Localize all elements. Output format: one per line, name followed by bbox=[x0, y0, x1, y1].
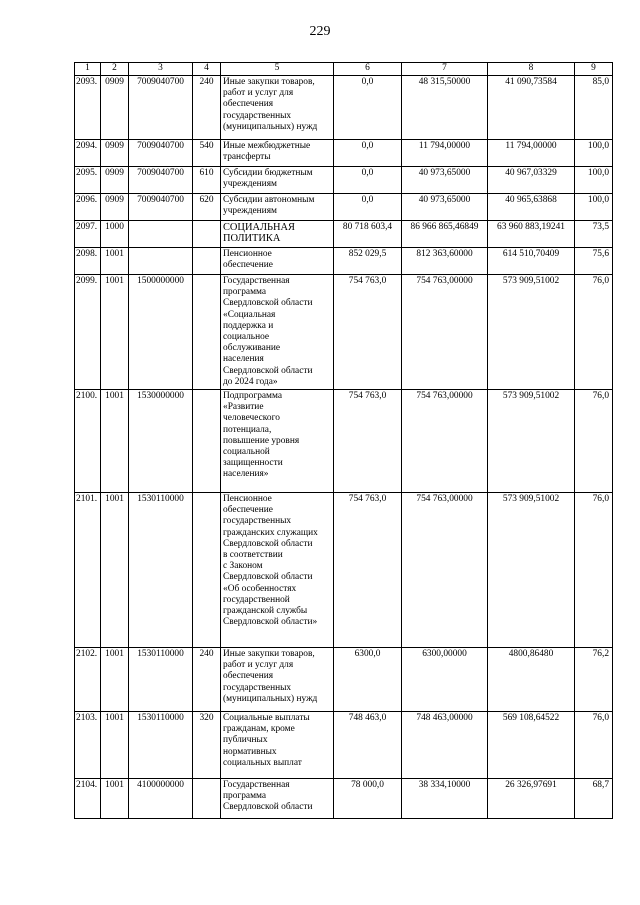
approved-amount: 852 029,5 bbox=[334, 248, 402, 275]
execution-percent: 76,0 bbox=[575, 712, 613, 779]
description-line: Государственная bbox=[223, 276, 290, 286]
description-line: СОЦИАЛЬНАЯ bbox=[223, 222, 295, 233]
executed-amount: 26 326,97691 bbox=[488, 779, 575, 819]
section-code: 0909 bbox=[101, 76, 129, 140]
target-article-code bbox=[129, 248, 193, 275]
expense-type-code bbox=[193, 390, 221, 493]
description-line: (муниципальных) нужд bbox=[223, 693, 318, 704]
section-code: 1001 bbox=[101, 712, 129, 779]
row-number: 2103. bbox=[75, 712, 101, 779]
revised-amount: 40 973,65000 bbox=[402, 167, 488, 194]
row-number: 2098. bbox=[75, 248, 101, 275]
description-line: социальной bbox=[223, 447, 270, 458]
approved-amount: 78 000,0 bbox=[334, 779, 402, 819]
description-line: Свердловской области bbox=[223, 298, 313, 309]
item-description bbox=[221, 194, 334, 221]
item-description bbox=[221, 76, 334, 140]
description-line: публичных bbox=[223, 735, 268, 746]
section-code: 0909 bbox=[101, 140, 129, 167]
description-line: социальных выплат bbox=[223, 757, 302, 768]
description-line: программа bbox=[223, 287, 267, 298]
executed-amount: 41 090,73584 bbox=[488, 76, 575, 140]
section-code: 1001 bbox=[101, 493, 129, 648]
table-row bbox=[75, 779, 613, 819]
description-line: потенциала, bbox=[223, 424, 272, 435]
execution-percent: 76,0 bbox=[575, 493, 613, 648]
description-line: Свердловской области bbox=[223, 538, 313, 549]
item-description bbox=[221, 712, 334, 779]
table-row bbox=[75, 248, 613, 275]
column-header: 5 bbox=[221, 63, 334, 76]
executed-amount: 614 510,70409 bbox=[488, 248, 575, 275]
expense-type-code bbox=[193, 275, 221, 390]
section-code: 0909 bbox=[101, 167, 129, 194]
description-line: гражданам, кроме bbox=[223, 724, 295, 735]
executed-amount: 40 965,63868 bbox=[488, 194, 575, 221]
description-line: человеческого bbox=[223, 413, 280, 424]
row-number: 2104. bbox=[75, 779, 101, 819]
description-line: учреждениям bbox=[223, 179, 277, 190]
column-header: 8 bbox=[488, 63, 575, 76]
column-header: 7 bbox=[402, 63, 488, 76]
description-line: до 2024 года» bbox=[223, 376, 278, 387]
target-article-code: 1530000000 bbox=[129, 390, 193, 493]
revised-amount: 754 763,00000 bbox=[402, 390, 488, 493]
column-header: 6 bbox=[334, 63, 402, 76]
executed-amount: 573 909,51002 bbox=[488, 390, 575, 493]
table-row bbox=[75, 493, 613, 648]
description-line: обслуживание bbox=[223, 343, 281, 354]
description-line: «Социальная bbox=[223, 309, 276, 320]
target-article-code bbox=[129, 221, 193, 248]
description-line: защищенности bbox=[223, 458, 283, 469]
description-line: Иные закупки товаров, bbox=[223, 649, 315, 660]
description-line: «Развитие bbox=[223, 402, 264, 413]
row-number: 2096. bbox=[75, 194, 101, 221]
target-article-code: 7009040700 bbox=[129, 167, 193, 194]
row-number: 2095. bbox=[75, 167, 101, 194]
description-line: программа bbox=[223, 791, 267, 802]
description-line: (муниципальных) нужд bbox=[223, 121, 318, 132]
description-line: государственных bbox=[223, 682, 292, 693]
executed-amount: 573 909,51002 bbox=[488, 493, 575, 648]
description-line: Субсидии бюджетным bbox=[223, 168, 313, 178]
column-header: 4 bbox=[193, 63, 221, 76]
row-number: 2094. bbox=[75, 140, 101, 167]
expense-type-code: 540 bbox=[193, 140, 221, 167]
revised-amount: 754 763,00000 bbox=[402, 275, 488, 390]
description-line: Иные закупки товаров, bbox=[223, 77, 315, 87]
executed-amount: 569 108,64522 bbox=[488, 712, 575, 779]
revised-amount: 48 315,50000 bbox=[402, 76, 488, 140]
approved-amount: 754 763,0 bbox=[334, 390, 402, 493]
table-header bbox=[75, 63, 613, 76]
description-line: с Законом bbox=[223, 561, 263, 572]
expense-type-code: 620 bbox=[193, 194, 221, 221]
expense-type-code bbox=[193, 493, 221, 648]
expense-type-code bbox=[193, 221, 221, 248]
approved-amount: 80 718 603,4 bbox=[334, 221, 402, 248]
approved-amount: 0,0 bbox=[334, 140, 402, 167]
description-line: Свердловской области bbox=[223, 572, 313, 583]
description-line: работ и услуг для bbox=[223, 660, 294, 671]
expense-type-code bbox=[193, 779, 221, 819]
description-line: Свердловской области bbox=[223, 802, 313, 813]
item-description bbox=[221, 648, 334, 712]
description-line: нормативных bbox=[223, 746, 277, 757]
description-line: Свердловской области» bbox=[223, 617, 318, 628]
row-number: 2102. bbox=[75, 648, 101, 712]
description-line: государственных bbox=[223, 110, 292, 121]
description-line: поддержка и bbox=[223, 320, 274, 331]
revised-amount: 11 794,00000 bbox=[402, 140, 488, 167]
description-line: обеспечения bbox=[223, 99, 274, 110]
section-code: 1001 bbox=[101, 248, 129, 275]
execution-percent: 100,0 bbox=[575, 167, 613, 194]
expense-type-code: 240 bbox=[193, 76, 221, 140]
executed-amount: 40 967,03329 bbox=[488, 167, 575, 194]
description-line: Подпрограмма bbox=[223, 391, 283, 402]
approved-amount: 754 763,0 bbox=[334, 275, 402, 390]
table-row bbox=[75, 712, 613, 779]
description-line: обеспечение bbox=[223, 260, 273, 271]
execution-percent: 100,0 bbox=[575, 140, 613, 167]
description-line: Государственная bbox=[223, 780, 290, 791]
description-line: Иные межбюджетные bbox=[223, 141, 311, 151]
target-article-code: 1530110000 bbox=[129, 712, 193, 779]
column-header: 1 bbox=[75, 63, 101, 76]
execution-percent: 85,0 bbox=[575, 76, 613, 140]
description-line: ПОЛИТИКА bbox=[223, 233, 281, 245]
row-number: 2097. bbox=[75, 221, 101, 248]
description-line: гражданских служащих bbox=[223, 527, 318, 538]
description-line: населения» bbox=[223, 469, 269, 480]
header-row bbox=[75, 63, 613, 76]
expense-type-code: 320 bbox=[193, 712, 221, 779]
revised-amount: 812 363,60000 bbox=[402, 248, 488, 275]
table-row bbox=[75, 140, 613, 167]
description-line: работ и услуг для bbox=[223, 88, 294, 99]
section-code: 1000 bbox=[101, 221, 129, 248]
target-article-code: 7009040700 bbox=[129, 194, 193, 221]
page-number: 229 bbox=[309, 24, 331, 39]
section-code: 1001 bbox=[101, 648, 129, 712]
description-line: Свердловской области bbox=[223, 365, 313, 376]
description-line: Субсидии автономным bbox=[223, 195, 315, 205]
table-body bbox=[75, 76, 613, 819]
execution-percent: 76,0 bbox=[575, 390, 613, 493]
execution-percent: 76,0 bbox=[575, 275, 613, 390]
revised-amount: 6300,00000 bbox=[402, 648, 488, 712]
approved-amount: 754 763,0 bbox=[334, 493, 402, 648]
column-header: 2 bbox=[101, 63, 129, 76]
section-code: 1001 bbox=[101, 390, 129, 493]
item-description bbox=[221, 779, 334, 819]
table-row bbox=[75, 194, 613, 221]
row-number: 2101. bbox=[75, 493, 101, 648]
expense-type-code: 240 bbox=[193, 648, 221, 712]
executed-amount: 11 794,00000 bbox=[488, 140, 575, 167]
description-line: Пенсионное bbox=[223, 494, 272, 505]
item-description bbox=[221, 167, 334, 194]
description-line: трансферты bbox=[223, 152, 271, 163]
description-line: Пенсионное bbox=[223, 249, 272, 259]
target-article-code: 1500000000 bbox=[129, 275, 193, 390]
execution-percent: 76,2 bbox=[575, 648, 613, 712]
revised-amount: 86 966 865,46849 bbox=[402, 221, 488, 248]
description-line: в соответствии bbox=[223, 550, 283, 561]
expense-type-code: 610 bbox=[193, 167, 221, 194]
description-line: обеспечения bbox=[223, 671, 274, 682]
execution-percent: 75,6 bbox=[575, 248, 613, 275]
description-line: государственных bbox=[223, 516, 292, 527]
row-number: 2099. bbox=[75, 275, 101, 390]
section-code: 1001 bbox=[101, 779, 129, 819]
execution-percent: 100,0 bbox=[575, 194, 613, 221]
item-description bbox=[221, 221, 334, 248]
executed-amount: 573 909,51002 bbox=[488, 275, 575, 390]
description-line: населения bbox=[223, 354, 264, 365]
expense-type-code bbox=[193, 248, 221, 275]
approved-amount: 748 463,0 bbox=[334, 712, 402, 779]
row-number: 2100. bbox=[75, 390, 101, 493]
target-article-code: 4100000000 bbox=[129, 779, 193, 819]
row-number: 2093. bbox=[75, 76, 101, 140]
item-description bbox=[221, 275, 334, 390]
table-row bbox=[75, 221, 613, 248]
item-description bbox=[221, 140, 334, 167]
revised-amount: 38 334,10000 bbox=[402, 779, 488, 819]
column-header: 9 bbox=[575, 63, 613, 76]
approved-amount: 0,0 bbox=[334, 167, 402, 194]
description-line: «Об особенностях bbox=[223, 583, 297, 594]
table-row bbox=[75, 167, 613, 194]
target-article-code: 7009040700 bbox=[129, 76, 193, 140]
target-article-code: 7009040700 bbox=[129, 140, 193, 167]
item-description bbox=[221, 248, 334, 275]
target-article-code: 1530110000 bbox=[129, 493, 193, 648]
column-header: 3 bbox=[129, 63, 193, 76]
table-row bbox=[75, 648, 613, 712]
execution-percent: 73,5 bbox=[575, 221, 613, 248]
description-line: государственной bbox=[223, 594, 290, 605]
table-row bbox=[75, 275, 613, 390]
executed-amount: 63 960 883,19241 bbox=[488, 221, 575, 248]
description-line: гражданской службы bbox=[223, 606, 308, 617]
section-code: 0909 bbox=[101, 194, 129, 221]
target-article-code: 1530110000 bbox=[129, 648, 193, 712]
description-line: учреждениям bbox=[223, 206, 277, 217]
revised-amount: 748 463,00000 bbox=[402, 712, 488, 779]
item-description bbox=[221, 390, 334, 493]
section-code: 1001 bbox=[101, 275, 129, 390]
approved-amount: 0,0 bbox=[334, 76, 402, 140]
budget-table bbox=[74, 62, 613, 819]
description-line: социальное bbox=[223, 332, 270, 343]
revised-amount: 754 763,00000 bbox=[402, 493, 488, 648]
execution-percent: 68,7 bbox=[575, 779, 613, 819]
executed-amount: 4800,86480 bbox=[488, 648, 575, 712]
description-line: повышение уровня bbox=[223, 435, 300, 446]
description-line: Социальные выплаты bbox=[223, 713, 310, 724]
table-row bbox=[75, 390, 613, 493]
approved-amount: 6300,0 bbox=[334, 648, 402, 712]
revised-amount: 40 973,65000 bbox=[402, 194, 488, 221]
approved-amount: 0,0 bbox=[334, 194, 402, 221]
item-description bbox=[221, 493, 334, 648]
table-row bbox=[75, 76, 613, 140]
description-line: обеспечение bbox=[223, 505, 273, 516]
